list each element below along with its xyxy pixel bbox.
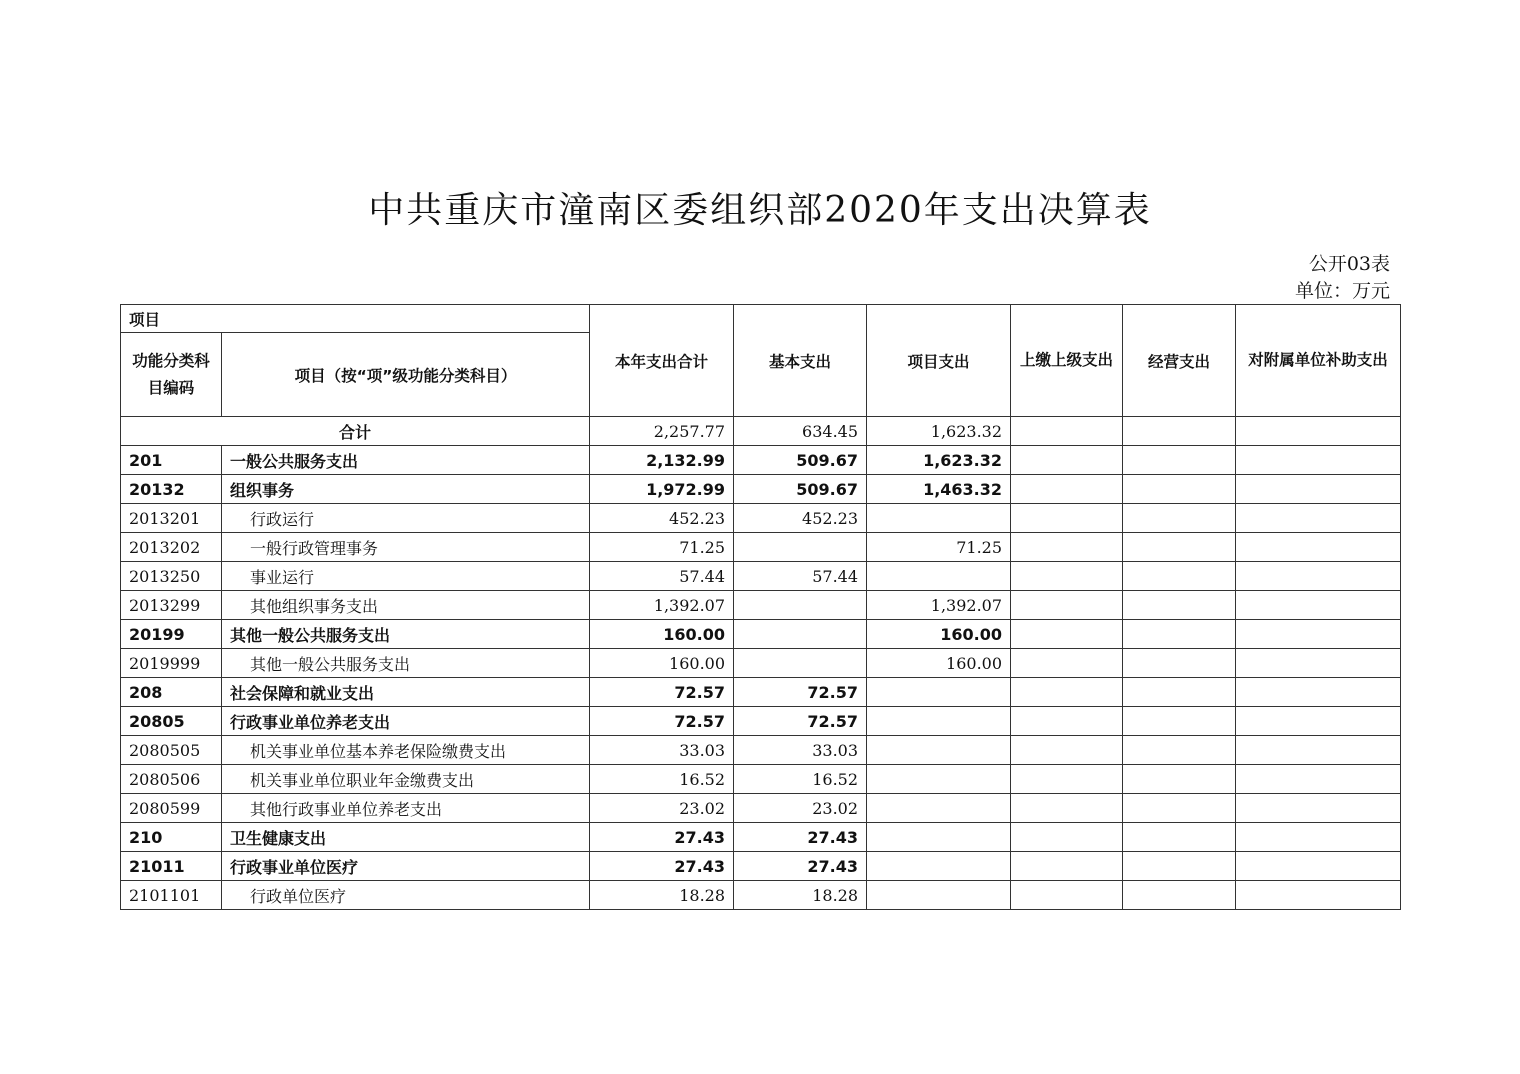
row-basic: 72.57 [734, 707, 867, 736]
row-business [1123, 533, 1236, 562]
row-upper [1011, 591, 1123, 620]
row-business [1123, 446, 1236, 475]
row-project-expense [867, 794, 1011, 823]
row-business [1123, 765, 1236, 794]
header-name: 项目（按“项”级功能分类科目） [222, 333, 590, 417]
row-code: 2080599 [121, 794, 222, 823]
row-business [1123, 475, 1236, 504]
row-name: 行政事业单位养老支出 [222, 707, 590, 736]
row-subsidy [1236, 649, 1401, 678]
row-code: 2080506 [121, 765, 222, 794]
row-name: 行政事业单位医疗 [222, 852, 590, 881]
row-business [1123, 504, 1236, 533]
row-name: 社会保障和就业支出 [222, 678, 590, 707]
table-row [121, 533, 1401, 562]
row-subsidy [1236, 562, 1401, 591]
row-subsidy [1236, 475, 1401, 504]
row-code: 2013201 [121, 504, 222, 533]
row-project-expense: 160.00 [867, 649, 1011, 678]
expenditure-table [120, 304, 1401, 910]
row-total: 57.44 [590, 562, 734, 591]
row-total: 27.43 [590, 852, 734, 881]
row-upper [1011, 678, 1123, 707]
row-name: 机关事业单位基本养老保险缴费支出 [222, 736, 590, 765]
row-total: 72.57 [590, 707, 734, 736]
row-business [1123, 794, 1236, 823]
table-row [121, 765, 1401, 794]
row-project-expense: 1,392.07 [867, 591, 1011, 620]
row-basic: 27.43 [734, 852, 867, 881]
row-subsidy [1236, 881, 1401, 910]
row-subsidy [1236, 620, 1401, 649]
row-project-expense [867, 852, 1011, 881]
row-total: 2,132.99 [590, 446, 734, 475]
table-row [121, 794, 1401, 823]
row-upper [1011, 794, 1123, 823]
table-row [121, 678, 1401, 707]
row-subsidy [1236, 504, 1401, 533]
row-upper [1011, 649, 1123, 678]
row-total: 23.02 [590, 794, 734, 823]
row-name: 行政单位医疗 [222, 881, 590, 910]
row-name: 其他行政事业单位养老支出 [222, 794, 590, 823]
table-row [121, 881, 1401, 910]
row-total: 16.52 [590, 765, 734, 794]
row-code: 20805 [121, 707, 222, 736]
row-project-expense [867, 736, 1011, 765]
row-basic: 509.67 [734, 475, 867, 504]
row-upper [1011, 475, 1123, 504]
table-row [121, 504, 1401, 533]
row-name: 卫生健康支出 [222, 823, 590, 852]
total-project-expense: 1,623.32 [867, 417, 1011, 446]
row-project-expense [867, 678, 1011, 707]
table-row [121, 475, 1401, 504]
row-name: 组织事务 [222, 475, 590, 504]
row-code: 2013250 [121, 562, 222, 591]
total-subsidy [1236, 417, 1401, 446]
row-name: 机关事业单位职业年金缴费支出 [222, 765, 590, 794]
table-row [121, 562, 1401, 591]
header-project: 项目 [121, 305, 590, 333]
row-project-expense: 160.00 [867, 620, 1011, 649]
total-basic: 634.45 [734, 417, 867, 446]
row-upper [1011, 446, 1123, 475]
header-total: 本年支出合计 [590, 305, 734, 417]
row-subsidy [1236, 852, 1401, 881]
row-basic: 33.03 [734, 736, 867, 765]
row-upper [1011, 823, 1123, 852]
row-subsidy [1236, 678, 1401, 707]
page-title: 中共重庆市潼南区委组织部2020年支出决算表 [368, 190, 1152, 231]
header-business: 经营支出 [1123, 305, 1236, 417]
row-code: 2019999 [121, 649, 222, 678]
row-code: 20199 [121, 620, 222, 649]
row-business [1123, 649, 1236, 678]
table-row [121, 736, 1401, 765]
row-code: 201 [121, 446, 222, 475]
row-upper [1011, 852, 1123, 881]
row-total: 72.57 [590, 678, 734, 707]
row-total: 1,392.07 [590, 591, 734, 620]
row-name: 其他组织事务支出 [222, 591, 590, 620]
row-basic [734, 533, 867, 562]
row-name: 其他一般公共服务支出 [222, 649, 590, 678]
row-business [1123, 591, 1236, 620]
row-basic: 509.67 [734, 446, 867, 475]
total-business [1123, 417, 1236, 446]
table-row [121, 823, 1401, 852]
row-subsidy [1236, 446, 1401, 475]
row-basic: 16.52 [734, 765, 867, 794]
row-business [1123, 620, 1236, 649]
row-project-expense [867, 707, 1011, 736]
row-code: 208 [121, 678, 222, 707]
row-subsidy [1236, 823, 1401, 852]
row-business [1123, 823, 1236, 852]
row-subsidy [1236, 794, 1401, 823]
row-code: 20132 [121, 475, 222, 504]
row-upper [1011, 881, 1123, 910]
row-upper [1011, 707, 1123, 736]
total-total: 2,257.77 [590, 417, 734, 446]
unit-label: 单位：万元 [1294, 280, 1390, 302]
row-code: 2080505 [121, 736, 222, 765]
row-business [1123, 881, 1236, 910]
table-row [121, 649, 1401, 678]
table-row [121, 620, 1401, 649]
row-project-expense [867, 823, 1011, 852]
row-business [1123, 707, 1236, 736]
row-total: 1,972.99 [590, 475, 734, 504]
row-upper [1011, 562, 1123, 591]
row-total: 18.28 [590, 881, 734, 910]
row-basic: 72.57 [734, 678, 867, 707]
row-subsidy [1236, 765, 1401, 794]
table-row [121, 707, 1401, 736]
row-total: 160.00 [590, 620, 734, 649]
row-business [1123, 678, 1236, 707]
row-total: 33.03 [590, 736, 734, 765]
row-upper [1011, 504, 1123, 533]
row-name: 其他一般公共服务支出 [222, 620, 590, 649]
total-row [121, 417, 1401, 446]
row-project-expense [867, 881, 1011, 910]
row-project-expense [867, 562, 1011, 591]
header-basic: 基本支出 [734, 305, 867, 417]
total-upper [1011, 417, 1123, 446]
header-project-expense: 项目支出 [867, 305, 1011, 417]
row-project-expense: 1,463.32 [867, 475, 1011, 504]
header-subsidy: 对附属单位补助支出 [1236, 305, 1401, 417]
row-code: 2101101 [121, 881, 222, 910]
row-business [1123, 736, 1236, 765]
row-project-expense: 1,623.32 [867, 446, 1011, 475]
row-name: 一般行政管理事务 [222, 533, 590, 562]
form-code: 公开03表 [1308, 253, 1390, 275]
row-basic: 27.43 [734, 823, 867, 852]
row-total: 71.25 [590, 533, 734, 562]
row-upper [1011, 620, 1123, 649]
row-basic: 57.44 [734, 562, 867, 591]
row-basic: 452.23 [734, 504, 867, 533]
total-label: 合计 [121, 417, 590, 446]
row-basic: 18.28 [734, 881, 867, 910]
row-code: 21011 [121, 852, 222, 881]
row-project-expense [867, 504, 1011, 533]
row-business [1123, 562, 1236, 591]
header-upper: 上缴上级支出 [1011, 305, 1123, 417]
row-project-expense [867, 765, 1011, 794]
row-upper [1011, 533, 1123, 562]
table-row [121, 446, 1401, 475]
row-subsidy [1236, 591, 1401, 620]
table-row [121, 591, 1401, 620]
row-total: 452.23 [590, 504, 734, 533]
row-name: 事业运行 [222, 562, 590, 591]
row-upper [1011, 765, 1123, 794]
row-code: 210 [121, 823, 222, 852]
row-subsidy [1236, 707, 1401, 736]
row-name: 行政运行 [222, 504, 590, 533]
row-subsidy [1236, 736, 1401, 765]
row-name: 一般公共服务支出 [222, 446, 590, 475]
row-business [1123, 852, 1236, 881]
table-row [121, 852, 1401, 881]
header-code: 功能分类科目编码 [121, 333, 222, 417]
row-basic [734, 649, 867, 678]
row-code: 2013202 [121, 533, 222, 562]
row-total: 160.00 [590, 649, 734, 678]
row-basic: 23.02 [734, 794, 867, 823]
row-project-expense: 71.25 [867, 533, 1011, 562]
row-code: 2013299 [121, 591, 222, 620]
row-subsidy [1236, 533, 1401, 562]
row-upper [1011, 736, 1123, 765]
row-total: 27.43 [590, 823, 734, 852]
row-basic [734, 620, 867, 649]
row-basic [734, 591, 867, 620]
